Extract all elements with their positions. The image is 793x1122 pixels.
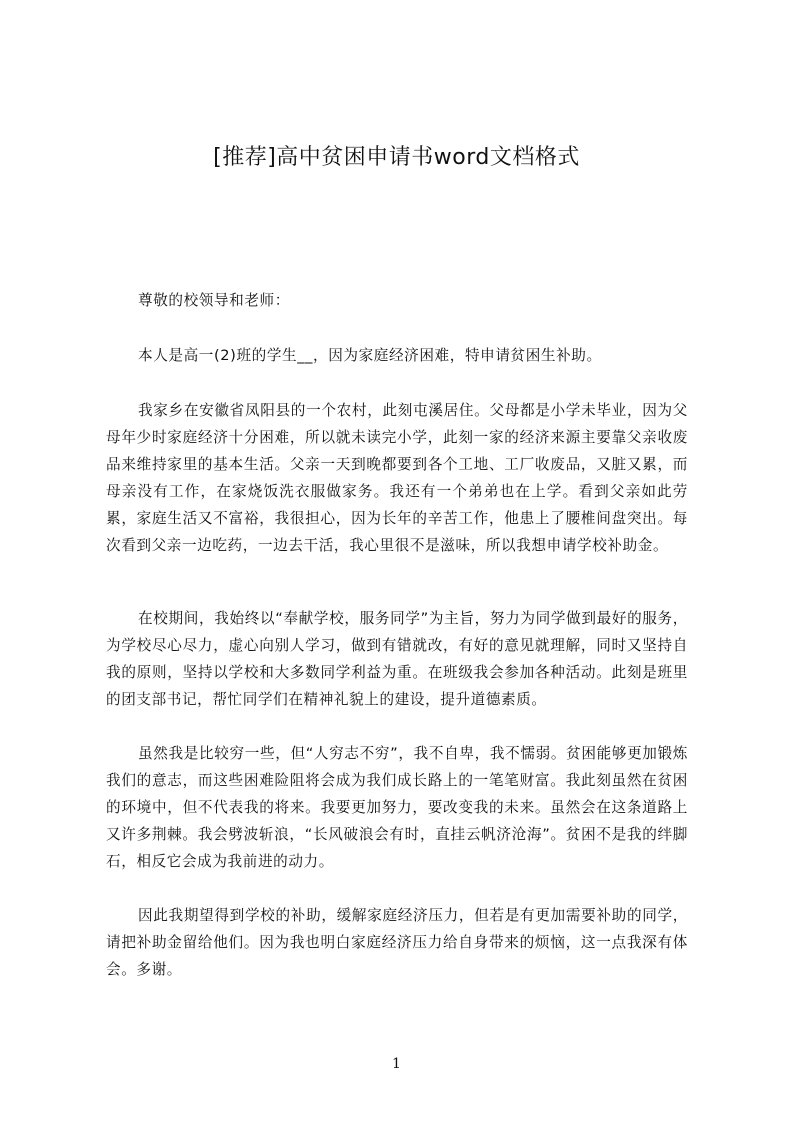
document-title: [推荐]高中贫困申请书word文档格式 [213,145,580,170]
paragraph-closing: 因此我期望得到学校的补助，缓解家庭经济压力，但若是有更加需要补助的同学，请把补助金留给他们。因为我也明白家庭经济压力给自身带来的烦恼，这一点我深有体会。多谢。 [106,907,688,978]
page-number: 1 [392,1056,401,1072]
paragraph-school-performance: 在校期间，我始终以“奉献学校，服务同学”为主旨，努力为同学做到最好的服务，为学校尽心尽力，虚心向别人学习，做到有错就改，有好的意见就理解，同时又坚持自我的原则，坚持以学校和大多数同学利益为重。在班级我会参加各种活动。此刻是班里的团支部书记，帮忙同学们在精神礼貌上的建设，提升道德素质。 [106,610,688,708]
salutation: 尊敬的校领导和老师： [138,292,290,309]
paragraph-family-background: 我家乡在安徽省凤阳县的一个农村，此刻屯溪居住。父母都是小学未毕业，因为父母年少时家庭经济十分困难，所以就未读完小学，此刻一家的经济来源主要靠父亲收废品来维持家里的基本生活。父亲一天到晚都要到各个工地、工厂收废品，又脏又累，而母亲没有工作，在家烧饭洗衣服做家务。我还有一个弟弟也在上学。看到父亲如此劳累，家庭生活又不富裕，我很担心，因为长年的辛苦工作，他患上了腰椎间盘突出。每次看到父亲一边吃药，一边去干活，我心里很不是滋味，所以我想申请学校补助金。 [106,402,688,554]
paragraph-attitude: 虽然我是比较穷一些，但“人穷志不穷”，我不自卑，我不懦弱。贫困能够更加锻炼我们的意志，而这些困难险阻将会成为我们成长路上的一笔笔财富。我此刻虽然在贫困的环境中，但不代表我的将来。我要更加努力，要改变我的未来。虽然会在这条道路上又许多荆棘。我会劈波斩浪，“长风破浪会有时，直挂云帆济沧海”。贫困不是我的绊脚石，相反它会成为我前进的动力。 [106,745,688,870]
paragraph-intro: 本人是高一(2)班的学生__，因为家庭经济困难，特申请贫困生补助。 [138,347,602,364]
